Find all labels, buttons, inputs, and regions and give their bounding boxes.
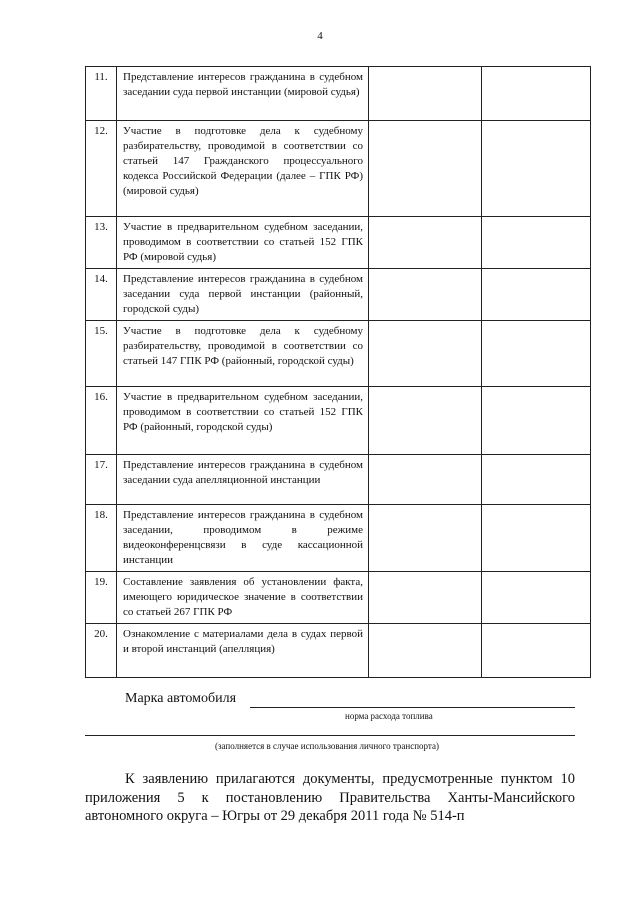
empty-cell xyxy=(369,217,482,269)
services-table xyxy=(85,66,591,678)
car-brand-label: Марка автомобиля xyxy=(125,691,237,706)
empty-cell xyxy=(369,121,482,217)
row-description: Участие в подготовке дела к судебному разбирательству, проводимой в соответствии со статьей 147 Гражданского процессуального кодекса Российской Федерации (далее – ГПК РФ) (мировой судья) xyxy=(117,121,369,217)
table-row xyxy=(86,572,591,624)
empty-cell xyxy=(482,269,591,321)
empty-cell xyxy=(482,572,591,624)
personal-transport-caption: (заполняется в случае использования личного транспорта) xyxy=(215,741,439,751)
page-number: 4 xyxy=(317,30,323,42)
row-description: Участие в подготовке дела к судебному разбирательству, проводимой в соответствии со статьей 147 ГПК РФ (районный, городской суды) xyxy=(117,321,369,387)
row-number: 19. xyxy=(86,572,117,624)
row-description: Участие в предварительном судебном заседании, проводимом в соответствии со статьей 152 ГПК РФ (мировой судья) xyxy=(117,217,369,269)
empty-cell xyxy=(369,387,482,455)
table-row xyxy=(86,455,591,505)
empty-cell xyxy=(482,455,591,505)
row-number: 11. xyxy=(86,67,117,121)
fill-line xyxy=(85,735,575,736)
empty-cell xyxy=(482,217,591,269)
car-brand-fill-line xyxy=(250,707,575,708)
row-number: 16. xyxy=(86,387,117,455)
empty-cell xyxy=(369,624,482,678)
fuel-rate-caption: норма расхода топлива xyxy=(345,711,433,721)
empty-cell xyxy=(369,572,482,624)
row-number: 20. xyxy=(86,624,117,678)
row-description: Представление интересов гражданина в судебном заседании суда первой инстанции (мировой судья) xyxy=(117,67,369,121)
table-row xyxy=(86,387,591,455)
empty-cell xyxy=(482,121,591,217)
row-description: Представление интересов гражданина в судебном заседании суда первой инстанции (районный, городской суды) xyxy=(117,269,369,321)
row-number: 15. xyxy=(86,321,117,387)
row-number: 17. xyxy=(86,455,117,505)
table-row xyxy=(86,269,591,321)
row-number: 13. xyxy=(86,217,117,269)
empty-cell xyxy=(369,269,482,321)
empty-cell xyxy=(482,505,591,572)
row-description: Составление заявления об установлении факта, имеющего юридическое значение в соответствии со статьей 267 ГПК РФ xyxy=(117,572,369,624)
row-description: Представление интересов гражданина в судебном заседании, проводимом в режиме видеоконференцсвязи в суде кассационной инстанции xyxy=(117,505,369,572)
empty-cell xyxy=(369,505,482,572)
row-number: 12. xyxy=(86,121,117,217)
row-description: Ознакомление с материалами дела в судах первой и второй инстанций (апелляция) xyxy=(117,624,369,678)
table-row xyxy=(86,121,591,217)
table-row xyxy=(86,624,591,678)
table-row xyxy=(86,67,591,121)
row-number: 18. xyxy=(86,505,117,572)
row-description: Представление интересов гражданина в судебном заседании суда апелляционной инстанции xyxy=(117,455,369,505)
table-row xyxy=(86,505,591,572)
empty-cell xyxy=(482,67,591,121)
row-description: Участие в предварительном судебном заседании, проводимом в соответствии со статьей 152 ГПК РФ (районный, городской суды) xyxy=(117,387,369,455)
attachment-paragraph: К заявлению прилагаются документы, предусмотренные пунктом 10 приложения 5 к постановлению Правительства Ханты-Мансийского автономного округа – Югры от 29 декабря 2011 года № 514-п xyxy=(85,771,575,824)
table-row xyxy=(86,217,591,269)
empty-cell xyxy=(482,624,591,678)
empty-cell xyxy=(369,455,482,505)
empty-cell xyxy=(369,321,482,387)
empty-cell xyxy=(482,321,591,387)
row-number: 14. xyxy=(86,269,117,321)
empty-cell xyxy=(369,67,482,121)
empty-cell xyxy=(482,387,591,455)
table-row xyxy=(86,321,591,387)
